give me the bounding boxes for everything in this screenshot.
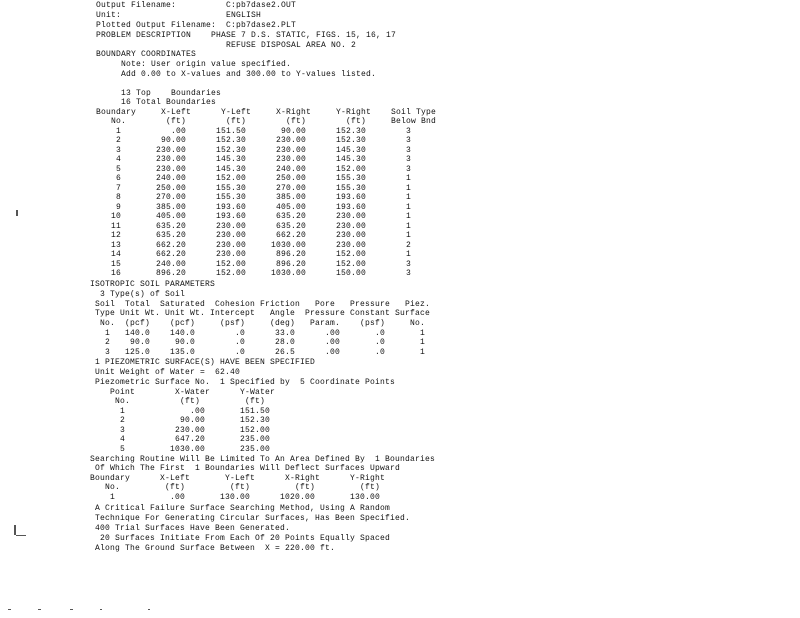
table-row: 5 230.00 145.30 240.00 152.00 3 [96,165,412,174]
trial-surfaces-line: 400 Trial Surfaces Have Been Generated. [90,524,291,533]
table-row: 3 125.0 135.0 .0 26.5 .00 .0 1 [90,348,426,357]
search-method-line-2: Technique For Generating Circular Surfaces, Has Been Specified. [90,514,411,523]
search-method-line-1: A Critical Failure Surface Searching Method, Using A Random [90,504,391,513]
scan-mark [16,535,26,536]
soil-table-header-3: No. (pcf) (pcf) (psf) (deg) Param. (psf) No. [90,319,426,328]
soil-table-header-2: Type Unit Wt. Unit Wt. Intercept Angle Pressure Constant Surface [90,309,431,318]
table-row: 13 662.20 230.00 1030.00 230.00 2 [96,241,412,250]
soil-types-count: 3 Type(s) of Soil [90,290,186,299]
search-table-header: Boundary X-Left Y-Left X-Right Y-Right [90,474,386,483]
table-row: 2 90.0 90.0 .0 28.0 .00 .0 1 [90,338,426,347]
search-table-units: No. (ft) (ft) (ft) (ft) [90,483,381,492]
soil-parameters-title: ISOTROPIC SOIL PARAMETERS [90,280,216,289]
scan-mark [16,210,18,216]
table-row: 4 647.20 235.00 [90,435,271,444]
unit-weight-water: Unit Weight of Water = 62.40 [90,368,241,377]
table-row: 3 230.00 152.00 [90,426,271,435]
table-row: 14 662.20 230.00 896.20 152.00 1 [96,250,412,259]
table-row: 1 .00 151.50 90.00 152.30 3 [96,127,412,136]
output-filename-line: Output Filename: C:pb7dase2.OUT [96,1,297,10]
piezometric-title: 1 PIEZOMETRIC SURFACE(S) HAVE BEEN SPECIFIED [90,358,316,367]
piezometric-table-header: Point X-Water Y-Water [90,388,276,397]
unit-line: Unit: ENGLISH [96,11,262,20]
scan-mark [14,525,16,535]
origin-note-line: Note: User origin value specified. [96,60,292,69]
search-limit-line: Searching Routine Will Be Limited To An Area Defined By 1 Boundaries [90,455,436,464]
table-row: 10 405.00 193.60 635.20 230.00 1 [96,212,412,221]
table-row: 1 140.0 140.0 .0 33.0 .00 .0 1 [90,329,426,338]
table-row: 6 240.00 152.00 250.00 155.30 1 [96,174,412,183]
boundary-table-header: Boundary X-Left Y-Left X-Right Y-Right Soil Type [96,108,437,117]
table-row: 15 240.00 152.00 896.20 152.00 3 [96,260,412,269]
scan-mark [70,609,73,610]
table-row: 7 250.00 155.30 270.00 155.30 1 [96,184,412,193]
problem-subtitle-line: REFUSE DISPOSAL AREA NO. 2 [96,41,357,50]
table-row: 12 635.20 230.00 662.20 230.00 1 [96,231,412,240]
offset-note-line: Add 0.00 to X-values and 300.00 to Y-values listed. [96,70,377,79]
scan-mark [148,609,150,610]
scan-mark [100,609,102,610]
table-row: 9 385.00 193.60 405.00 193.60 1 [96,203,412,212]
table-row: 8 270.00 155.30 385.00 193.60 1 [96,193,412,202]
initiate-points-line: 20 Surfaces Initiate From Each Of 20 Points Equally Spaced [90,534,391,543]
total-boundaries-count: 16 Total Boundaries [96,98,217,107]
problem-description-line: PROBLEM DESCRIPTION PHASE 7 D.S. STATIC, FIGS. 15, 16, 17 [96,31,397,40]
piezometric-table-units: No. (ft) (ft) [90,397,266,406]
table-row: 3 230.00 152.30 230.00 145.30 3 [96,146,412,155]
boundary-coordinates-title: BOUNDARY COORDINATES [96,50,197,59]
deflect-surfaces-line: Of Which The First 1 Boundaries Will Deflect Surfaces Upward [90,464,401,473]
table-row: 4 230.00 145.30 230.00 145.30 3 [96,155,412,164]
table-row: 11 635.20 230.00 635.20 230.00 1 [96,222,412,231]
soil-table-header-1: Soil Total Saturated Cohesion Friction Pore Pressure Piez. [90,300,431,309]
table-row: 1 .00 151.50 [90,407,271,416]
table-row: 2 90.00 152.30 [90,416,271,425]
table-row: 2 90.00 152.30 230.00 152.30 3 [96,136,412,145]
plotted-filename-line: Plotted Output Filename: C:pb7dase2.PLT [96,21,297,30]
top-boundaries-count: 13 Top Boundaries [96,89,222,98]
scan-mark [8,609,11,610]
table-row: 16 896.20 152.00 1030.00 150.00 3 [96,269,412,278]
scan-mark [38,609,41,610]
ground-surface-line: Along The Ground Surface Between X = 220.00 ft. [90,544,336,553]
boundary-table-units: No. (ft) (ft) (ft) (ft) Below Bnd [96,117,437,126]
table-row: 1 .00 130.00 1020.00 130.00 [90,493,381,502]
table-row: 5 1030.00 235.00 [90,445,271,454]
piezometric-surface-line: Piezometric Surface No. 1 Specified by 5 Coordinate Points [90,378,396,387]
